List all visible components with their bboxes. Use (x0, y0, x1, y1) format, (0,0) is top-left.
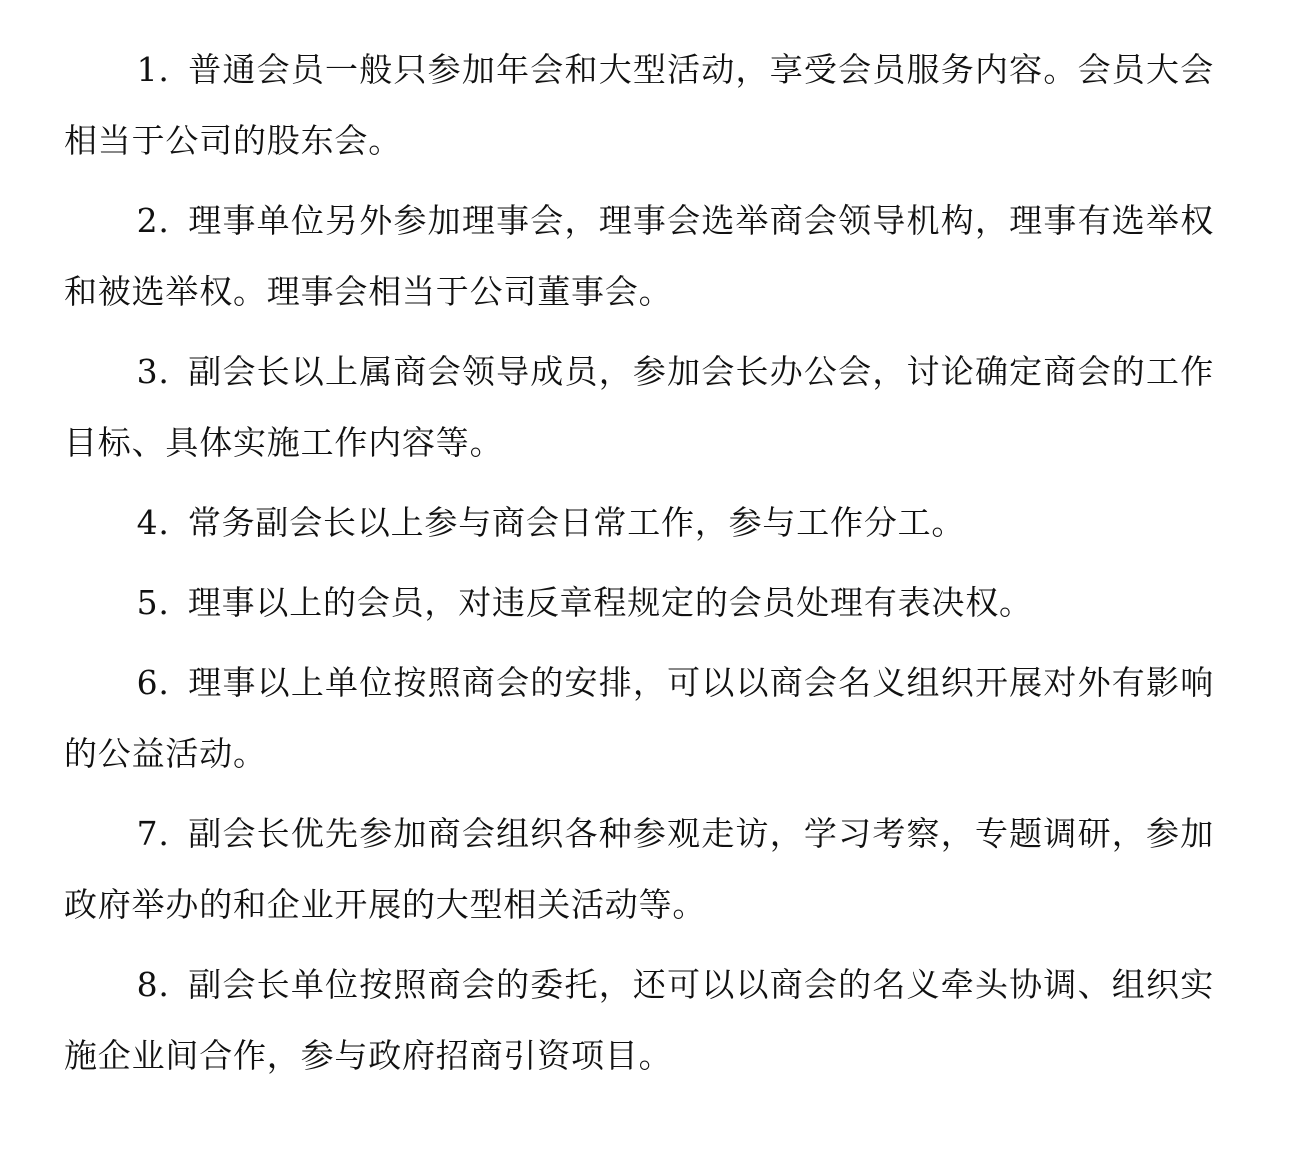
paragraph-number: 1. (136, 50, 170, 89)
paragraph-text: 理事以上单位按照商会的安排，可以以商会名义组织开展对外有影响的公益活动。 (64, 663, 1214, 773)
paragraph-text: 常务副会长以上参与商会日常工作，参与工作分工。 (187, 503, 966, 542)
paragraph-number: 7. (136, 814, 170, 853)
paragraph-1 (64, 34, 1214, 176)
paragraph-7 (64, 798, 1214, 940)
paragraph-4 (64, 487, 1214, 558)
paragraph-text: 理事以上的会员，对违反章程规定的会员处理有表决权。 (187, 583, 1033, 622)
document-page (64, 34, 1214, 1100)
paragraph-text: 副会长优先参加商会组织各种参观走访，学习考察，专题调研，参加政府举办的和企业开展的大型相关活动等。 (64, 814, 1214, 924)
paragraph-number: 2. (136, 201, 170, 240)
paragraph-number: 5. (136, 583, 170, 622)
paragraph-3 (64, 336, 1214, 478)
paragraph-text: 理事单位另外参加理事会，理事会选举商会领导机构，理事有选举权和被选举权。理事会相当于公司董事会。 (64, 201, 1214, 311)
paragraph-text: 普通会员一般只参加年会和大型活动，享受会员服务内容。会员大会相当于公司的股东会。 (64, 50, 1214, 160)
paragraph-6 (64, 647, 1214, 789)
paragraph-8 (64, 949, 1214, 1091)
paragraph-number: 3. (136, 352, 170, 391)
paragraph-number: 8. (136, 965, 170, 1004)
paragraph-number: 6. (136, 663, 170, 702)
paragraph-text: 副会长以上属商会领导成员，参加会长办公会，讨论确定商会的工作目标、具体实施工作内容等。 (64, 352, 1214, 462)
paragraph-text: 副会长单位按照商会的委托，还可以以商会的名义牵头协调、组织实施企业间合作，参与政府招商引资项目。 (64, 965, 1214, 1075)
paragraph-5 (64, 567, 1214, 638)
paragraph-number: 4. (136, 503, 170, 542)
paragraph-2 (64, 185, 1214, 327)
